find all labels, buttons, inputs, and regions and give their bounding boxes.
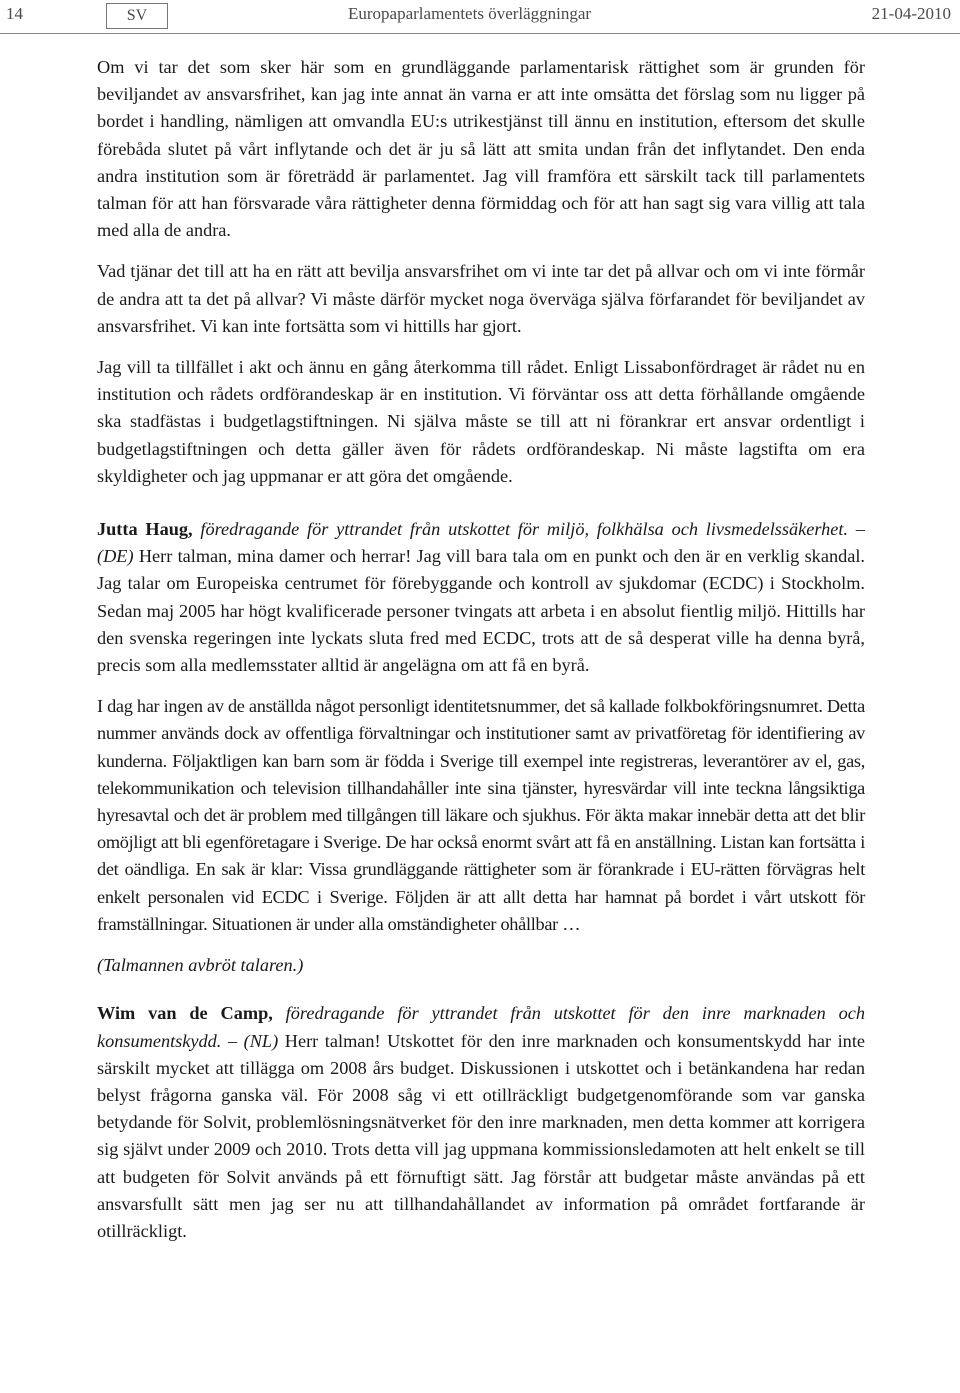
paragraph-1: Om vi tar det som sker här som en grundläggande parlamentarisk rättighet som är grunden för beviljandet av ansvarsfrihet, kan jag inte annat än varna er att inte omsätta det förslag som nu ligger på bordet i handling, nämligen att omvandla EU:s utrikestjänst till ännu en institution, eftersom det skulle förebåda slutet på vårt inflytande och det är ju så lätt att smita undan från det inflytandet. Den enda andra institution som är företrädd är parlamentet. Jag vill framföra ett särskilt tack till parlamentets talman för att han försvarade våra rättigheter denna förmiddag och för att han sagt sig vara villig att tala med alla de andra. (97, 57, 865, 241)
speech-text: Herr talman! Utskottet för den inre marknaden och konsumentskydd har inte särskilt mycket att tillägga om 2008 års budget. Diskussionen i utskottet och i betänkandena har redan belyst frågorna ganska väl. För 2008 såg vi ett otillräckligt budgetgenomförande som var ganska betydande för Solvit, problemlösningsnätverket för den inre marknaden, men detta kommer att korrigera sig självt under 2009 och 2010. Trots detta vill jag uppmana kommissionsledamoten att helt enkelt se till att budgeten för Solvit används på ett förnuftigt sätt. Jag förstår att budgetar måste användas på ett ansvarsfullt sätt men jag ser nu att tillhandahållandet av information på området fortfarande är otillräckligt. (97, 1030, 866, 1241)
paragraph-2: Vad tjänar det till att ha en rätt att bevilja ansvarsfrihet om vi inte tar det på allvar och om vi inte förmår de andra att ta det på allvar? Vi måste därför mycket noga överväga själva förfarandet för beviljandet av ansvarsfrihet. Vi kan inte fortsätta som vi hittills har gjort. (97, 261, 865, 336)
page-header (0, 0, 960, 34)
document-body (97, 54, 865, 1259)
speaker-role: föredragande för yttrandet från utskottet för den inre marknaden och konsumentskydd. (97, 1003, 865, 1051)
speech-text: Herr talman, mina damer och herrar! Jag vill bara tala om en punkt och den är en verklig skandal. Jag talar om Europeiska centrumet för förebyggande och kontroll av sjukdomar (ECDC) i Stockholm. Sedan maj 2005 har högt kvalificerade personer tvingats att arbeta i en absolut fientlig miljö. Hittills har den svenska regeringen inte lyckats sluta fred med ECDC, trots att de så desperat ville ha denna byrå, precis som alla medlemsstater alltid är angelägna om att få en byrå. (97, 546, 865, 676)
interruption-note: (Talmannen avbröt talaren.) (97, 955, 304, 976)
speaker-wim-van-de-camp (97, 1000, 865, 1245)
header-divider (0, 33, 960, 34)
speaker-language: – (NL) (227, 1030, 279, 1051)
language-code-box: SV (106, 3, 168, 29)
publication-date: 21-04-2010 (871, 4, 951, 23)
speaker-name: Jutta Haug, (97, 519, 193, 540)
speaker-jutta-haug (97, 516, 865, 679)
speaker-role: föredragande för yttrandet från utskottet för miljö, folkhälsa och livsmedelssäkerhet. (200, 519, 849, 540)
page-number: 14 (6, 4, 23, 23)
speech-paragraph: I dag har ingen av de anställda något personligt identitetsnummer, det så kallade folkbokföringsnumret. Detta nummer används dock av offentliga förvaltningar och institutioner samt av privatföretag för identifiering av kunderna. Följaktligen kan barn som är födda i Sverige till exempel inte registreras, leverantörer av el, gas, telekommunikation och television tillhandahåller inte sina tjänster, hyresvärdar vill inte teckna långsiktiga hyresavtal och det är problem med tillgången till läkare och sjukhus. För äkta makar innebär detta att det blir omöjligt att bli egenföretagare i Sverige. De har också enormt svårt att få en anställning. Listan kan fortsätta i det oändliga. En sak är klar: Vissa grundläggande rättigheter som är förankrade i EU-rätten förvägras helt enkelt personalen vid ECDC i Sverige. Följden är att allt detta har hamnat på bordet i vårt utskott för framställningar. Situationen är under alla omständigheter ohållbar … (97, 696, 865, 934)
paragraph-3: Jag vill ta tillfället i akt och ännu en gång återkomma till rådet. Enligt Lissabonfördraget är rådet nu en institution och rådets ordförandeskap är en institution. Vi förväntar oss att detta förhållande omgående ska stadfästas i budgetlagstiftningen. Ni själva måste se till att ni förankrar ert ansvar ordentligt i budgetlagstiftningen och detta gäller även för rådets ordförandeskap. Ni måste lagstifta om era skyldigheter och jag uppmanar er att göra det omgående. (97, 357, 865, 486)
publication-title: Europaparlamentets överläggningar (348, 4, 592, 23)
speaker-name: Wim van de Camp, (97, 1003, 273, 1024)
speaker-language: – (DE) (97, 519, 865, 567)
